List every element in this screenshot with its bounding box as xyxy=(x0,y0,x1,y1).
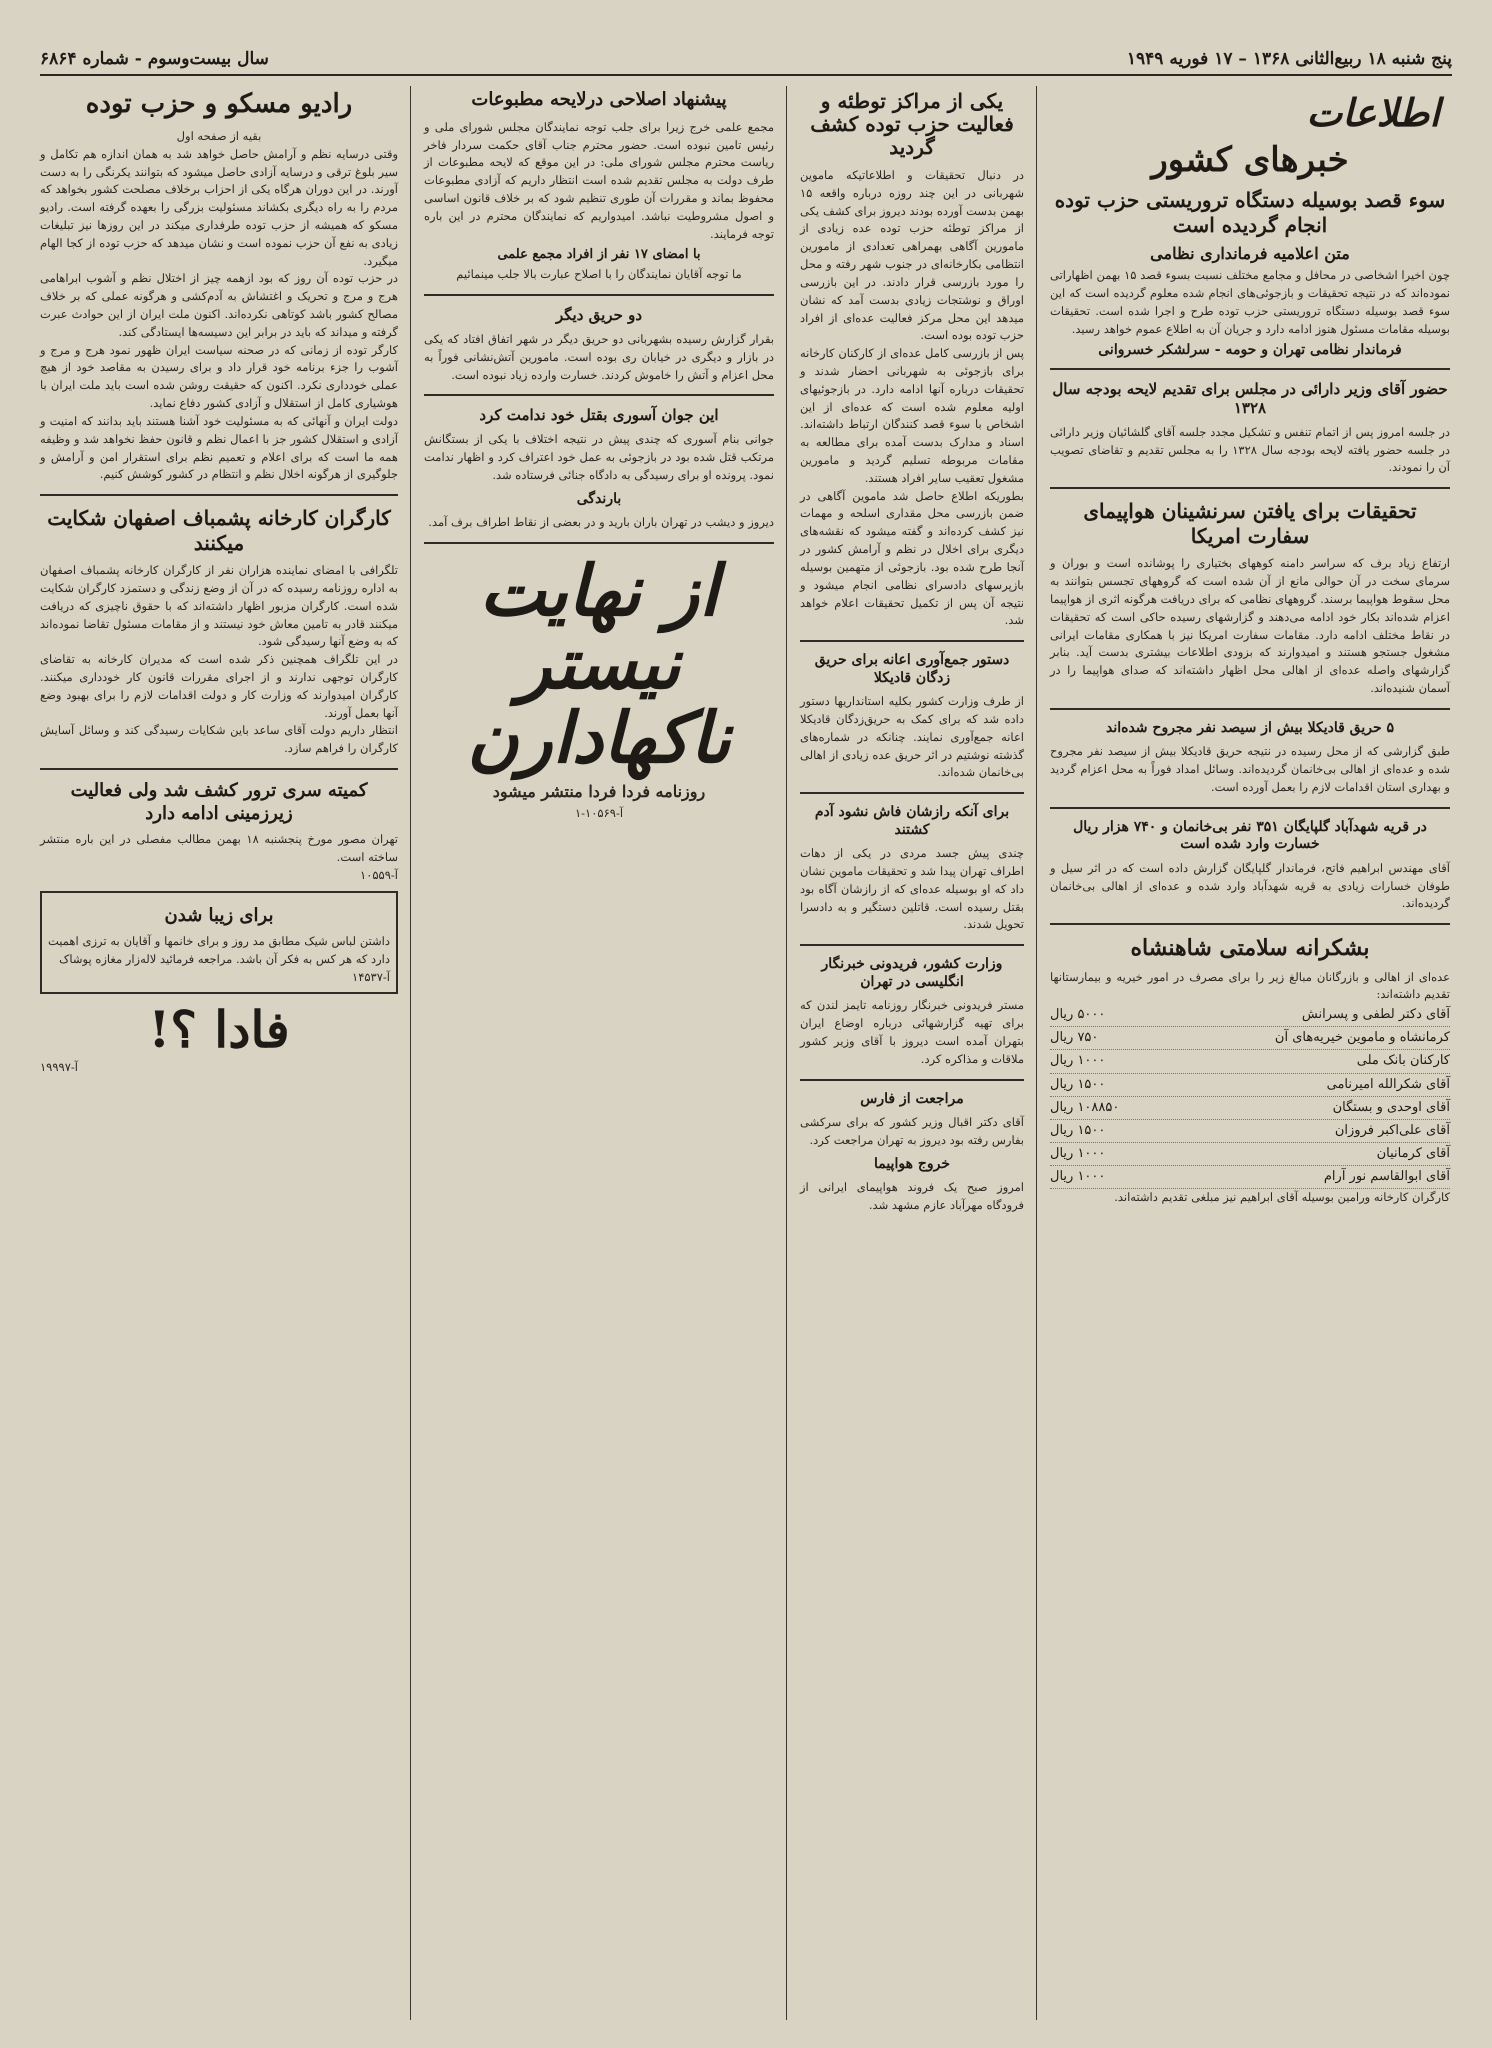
divider xyxy=(800,792,1024,794)
headline: مراجعت از فارس xyxy=(860,1090,964,1107)
ad-code: آ-۱۰۵۶۹-۱ xyxy=(574,806,624,821)
advertisement: فادا ؟! xyxy=(148,1000,290,1060)
divider xyxy=(424,394,774,396)
donation-row xyxy=(1050,1143,1450,1166)
donation-row xyxy=(1050,1027,1450,1050)
masthead-date: پنج شنبه ۱۸ ربیع‌الثانی ۱۳۶۸ – ۱۷ فوریه ۱۹۴۹ xyxy=(1126,49,1452,69)
subheadline: متن اعلامیه فرمانداری نظامی xyxy=(1150,244,1350,264)
column-news xyxy=(1040,86,1460,2020)
signature: فرماندار نظامی تهران و حومه - سرلشکر خسروانی xyxy=(1098,342,1402,359)
headline: ۵ حریق قادیکلا بیش از سیصد نفر مجروح شده‌اند xyxy=(1105,719,1395,736)
headline: کمیته سری ترور کشف شد ولی فعالیت زیرزمینی ادامه دارد xyxy=(70,780,368,824)
donation-amount: ۱۰۰۰ ریال xyxy=(1050,1168,1106,1184)
divider xyxy=(800,640,1024,642)
paragraph: چندی پیش جسد مردی در یکی از دهات اطراف تهران پیدا شد و تحقیقات ماموین نشان داد که او بوسیله عده‌ای که از رازشان آگاه بود بقتل رسیده است. قاتلین دستگیر و به دادسرا تحویل شدند. xyxy=(800,846,1024,932)
donation-row xyxy=(1050,1166,1450,1189)
headline: حضور آقای وزیر دارائی در مجلس برای تقدیم لایحه بودجه سال ۱۳۲۸ xyxy=(1052,380,1448,418)
headline: در قریه شهدآباد گلپایگان ۳۵۱ نفر بی‌خانمان و ۷۴۰ هزار ریال خسارت وارد شده است xyxy=(1073,818,1427,853)
divider xyxy=(1050,368,1450,370)
headline: یکی از مراکز توطئه و فعالیت حزب توده کشف گردید xyxy=(810,89,1014,159)
paragraph: عده‌ای از اهالی و بازرگانان مبالغ زیر را برای مصرف در امور خیریه و بیمارستانها تقدیم داشته‌اند: xyxy=(1050,969,1450,1002)
donation-amount: ۵۰۰۰ ریال xyxy=(1050,1007,1106,1023)
paragraph: چون اخیرا اشخاصی در محافل و مجامع مختلف نسبت بسوء قصد ۱۵ بهمن اظهاراتی نموده‌اند که در نتیجه تحقیقات و بازجوئی‌های انجام شده معلوم گردیده است که این سوء قصد بوسیله دستگاه تروریستی حزب توده طرح و اجرا شده است. تحقیقات بوسیله مقامات مسئول هنوز ادامه دارد و جریان آن به اطلاع عموم خواهد رسید. xyxy=(1050,268,1450,336)
donor-name: آقای کرمانیان xyxy=(1376,1145,1450,1161)
donor-name: کرمانشاه و ماموین خیریه‌های آن xyxy=(1274,1030,1450,1046)
paragraph: بقرار گزارش رسیده بشهربانی دو حریق دیگر در شهر اتفاق افتاد که یکی در بازار و دیگری در خیابان ری بوده است. مامورین آتش‌نشانی فوراً به محل اعزام و آتش را خاموش کردند. خسارت وارده زیاد نبوده است. xyxy=(424,331,774,382)
paragraph: مستر فریدونی خبرنگار روزنامه تایمز لندن که برای تهیه گزارشهائی درباره اوضاع ایران بتهران آمده است دیروز با آقای وزیر کشور ملاقات و مذاکره کرد. xyxy=(800,998,1024,1066)
donor-name: آقای علی‌اکبر فروزان xyxy=(1334,1122,1450,1138)
column-rule xyxy=(410,86,411,2020)
headline: خروج هواپیما xyxy=(873,1155,951,1172)
masthead xyxy=(40,44,1452,76)
divider xyxy=(1050,923,1450,925)
headline: سوء قصد بوسیله دستگاه تروریستی حزب توده انجام گردیده است xyxy=(1054,188,1446,238)
column-rule xyxy=(1036,86,1037,2020)
paragraph: تلگرافی با امضای نماینده هزاران نفر از کارگران کارخانه پشمباف اصفهان به اداره روزنامه رسیده که در آن از وضع زندگی و دستمزد کارگران شکایت شده است. کارگران مزبور اظهار داشته‌اند که با حقوق ناچیزی که دریافت میکنند قادر به تامین معاش خود نیستند و از مقامات مسئول تقاضا نموده‌اند که به وضع آنها رسیدگی شود. xyxy=(40,563,398,649)
donation-list xyxy=(1050,1004,1450,1189)
paragraph: آقای مهندس ابراهیم فاتح، فرماندار گلپایگان گزارش داده است که در اثر سیل و طوفان خسارات زیادی به قریه شهدآباد وارد شده و عده‌ای از اهالی بی‌خانمان گردیده‌اند. xyxy=(1050,860,1450,911)
divider xyxy=(1050,708,1450,710)
divider xyxy=(424,294,774,296)
donation-amount: ۱۵۰۰ ریال xyxy=(1050,1122,1106,1138)
paragraph: کارگر توده از زمانی که در صحنه سیاست ایران ظهور نمود هرج و مرج و آشوب را جزء برنامه خود قرار داد و برای رسیدن به مقاصد خود از هیچ عملی خودداری نکرد. اکنون که حقیقت روشن شده است باید ملت ایران با هوشیاری کامل از استقلال و آزادی کشور دفاع نماید. xyxy=(40,342,398,411)
headline: برای زیبا شدن xyxy=(164,904,274,926)
headline: این جوان آسوری بقتل خود ندامت کرد xyxy=(479,406,719,425)
donation-amount: ۱۰۰۰ ریال xyxy=(1050,1053,1106,1069)
paragraph: تهران مصور مورخ پنجشنبه ۱۸ بهمن مطالب مفصلی در این باره منتشر ساخته است. xyxy=(40,832,398,864)
ad-code: آ-۱۴۵۳۷ xyxy=(352,969,390,984)
paragraph: آقای دکتر اقبال وزیر کشور که برای سرکشی بفارس رفته بود دیروز به تهران مراجعت کرد. xyxy=(800,1115,1024,1147)
divider xyxy=(1050,487,1450,489)
headline: کارگران کارخانه پشمباف اصفهان شکایت میکنند xyxy=(47,506,391,556)
donor-name: آقای شکرالله امیرنامی xyxy=(1326,1076,1450,1092)
column-tudeh xyxy=(790,86,1034,2020)
divider xyxy=(40,494,398,496)
headline: برای آنکه رازشان فاش نشود آدم کشتند xyxy=(814,804,1010,838)
donor-name: آقای ابوالقاسم نور آرام xyxy=(1323,1168,1450,1184)
advertisement: از نهایت نیستر ناکهادارن xyxy=(467,548,731,779)
donation-row xyxy=(1050,1004,1450,1027)
donation-amount: ۱۰۰۰ ریال xyxy=(1050,1145,1106,1161)
paragraph: از طرف وزارت کشور بکلیه استانداریها دستور داده شد که برای کمک به حریق‌زدگان قادیکلا اعانه جمع‌آوری نمایند. چنانکه در شماره‌های گذشته نوشتیم در اثر حریق عده زیادی از اهالی بی‌خانمان شده‌اند. xyxy=(800,694,1024,780)
divider xyxy=(40,768,398,770)
donor-name: کارکنان بانک ملی xyxy=(1356,1053,1450,1069)
ad-code: آ-۱۰۵۵۹ xyxy=(360,867,398,882)
section-title: خبرهای کشور xyxy=(1151,140,1349,180)
paragraph: در این تلگراف همچنین ذکر شده است که مدیران کارخانه به تقاضای کارگران توجهی ندارند و از اجرای مقررات قانون کار خودداری میکنند. کارگران امیدوارند که وزارت کار و دولت اقدامات لازم را برای بهبود وضع آنها بعمل آورند. xyxy=(40,652,398,720)
ad-code: آ-۱۹۹۹۷ xyxy=(40,1060,78,1075)
donor-name: آقای اوحدی و بستگان xyxy=(1332,1099,1450,1115)
donation-row xyxy=(1050,1074,1450,1097)
donor-name: آقای دکتر لطفی و پسرانش xyxy=(1301,1007,1450,1023)
donation-row xyxy=(1050,1120,1450,1143)
paragraph: در جلسه امروز پس از اتمام تنفس و تشکیل مجدد جلسه آقای گلشائیان وزیر دارائی در جلسه حضور یافته لایحه بودجه سال ۱۳۲۸ را به مجلس تقدیم و تقاضای تصویب آن را نمودند. xyxy=(1050,424,1450,475)
column-radio xyxy=(30,86,408,2020)
paragraph: دیروز و دیشب در تهران باران بارید و در بعضی از نقاط اطراف برف آمد. xyxy=(428,515,774,530)
paragraph: ما توجه آقایان نمایندگان را با اصلاح عبارت بالا جلب مینمائیم xyxy=(456,267,742,282)
paragraph: کارگران کارخانه ورامین بوسیله آقای ابراهیم نیز مبلغی تقدیم داشته‌اند. xyxy=(1114,1190,1450,1205)
donation-amount: ۱۰۸۸۵۰ ریال xyxy=(1050,1099,1120,1115)
divider xyxy=(800,1079,1024,1081)
ad-footer: روزنامه فردا فردا منتشر میشود xyxy=(492,782,706,802)
donation-amount: ۱۵۰۰ ریال xyxy=(1050,1076,1106,1092)
donation-row xyxy=(1050,1097,1450,1120)
divider xyxy=(1050,807,1450,809)
divider xyxy=(800,944,1024,946)
signature: با امضای ۱۷ نفر از افراد مجمع علمی xyxy=(497,247,701,263)
divider xyxy=(424,542,774,544)
paragraph: بقیه از صفحه اول xyxy=(176,128,262,143)
paragraph: طبق گزارشی که از محل رسیده در نتیجه حریق قادیکلا بیش از سیصد نفر مجروح شده و عده‌ای از اهالی بی‌خانمان گردیده‌اند. وسائل امداد فوراً به محل اعزام گردید و بهداری استان اقدامات لازم را بعمل آورده است. xyxy=(1050,744,1450,794)
paragraph: جوانی بنام آسوری که چندی پیش در نتیجه اختلاف با یکی از بستگانش مرتکب قتل شده بود در بازجوئی به عمل خود اعتراف کرد و اظهار ندامت نمود. پرونده او برای رسیدگی به دادگاه جنائی فرستاده شد. xyxy=(424,432,774,482)
headline: دستور جمع‌آوری اعانه برای حریق زدگان قادیکلا xyxy=(814,652,1010,686)
masthead-logo: اطلاعات xyxy=(1306,90,1440,135)
paragraph: امروز صبح یک فروند هواپیمای ایرانی از فرودگاه مهرآباد عازم مشهد شد. xyxy=(800,1180,1024,1212)
headline: تحقیقات برای یافتن سرنشینان هواپیمای سفارت امریکا xyxy=(1083,499,1417,549)
headline: بارندگی xyxy=(576,490,622,507)
paragraph: وقتی درسایه نظم و آرامش حاصل خواهد شد به همان اندازه هم تکامل و سیر بلوغ ترقی و درسایه آزادی حاصل میشود که بتوانند یکرنگی را به دست آورند. در این دوران هرگاه یکی از احزاب برخلاف مصلحت کشور بخواهد که مردم را به راه دیگری بکشاند مسئولیت بزرگی را بعهده گرفته است. رادیو مسکو که همیشه از حزب توده طرفداری میکند در این روزها نیز تبلیغات زیادی به نفع آن حزب نموده است و نشان میدهد که حزب توده از کجا الهام میگیرد. xyxy=(40,146,398,268)
paragraph: داشتن لباس شیک مطابق مد روز و برای خانمها و آقایان به ترزی اهمیت دارد که هر کس به فکر آن باشد. مراجعه فرمائید لاله‌زار مغازه پوشاک xyxy=(48,934,390,966)
paragraph: مجمع علمی خرج زیرا برای جلب توجه نمایندگان مجلس شورای ملی و رئیس تامین نبوده است. حضور محترم جناب آقای حکمت سردار فاخر ریاست محترم مجلس شورای ملی: در این موقع که لایحه مطبوعات از طرف دولت به مجلس تقدیم شده است انتظار داریم که آزادی مطبوعات محفوظ بماند و مقررات آن طوری تنظیم شود که بر خلاف قانون اساسی و اصول مشروطیت نباشد. امیدواریم که نمایندگان محترم در این باره توجه فرمایند. xyxy=(424,119,774,241)
headline: وزارت کشور، فریدونی خبرنگار انگلیسی در تهران xyxy=(821,956,1003,990)
column-rule xyxy=(786,86,787,2020)
masthead-issue: سال بیست‌و‌سوم - شماره ۶۸۶۴ xyxy=(40,49,269,69)
donation-amount: ۷۵۰ ریال xyxy=(1050,1030,1099,1046)
paragraph: پس از بازرسی کامل عده‌ای از کارکنان کارخانه برای بازجوئی به شهربانی احضار شدند و تحقیقات درباره آنها ادامه دارد. در بازجوئیهای اولیه معلوم شده است که عده‌ای از این اشخاص با سوء قصد کنندگان ارتباط داشته‌اند. اسناد و مدارک بدست آمده برای مطالعه به مقامات مربوطه تسلیم گردید و مامورین مشغول تعقیب سایر افراد هستند. xyxy=(800,346,1024,485)
paragraph: در حزب توده آن روز که بود ازهمه چیز از اختلال نظم و آشوب ابراهامی هرج و مرج و تحریک و اغتشاش به آدم‌کشی و هرگونه عملی که بر خلاف مصالح کشور باشد کوتاهی نکرده‌اند. اکنون ملت ایران از این حوادث عبرت گرفته و میداند که باید در برابر این دسیسه‌ها ایستادگی کند. xyxy=(40,271,398,339)
paragraph: دولت ایران و آنهائی که به مسئولیت خود آشنا هستند باید بدانند که امنیت و آزادی و استقلال کشور جز با اعمال نظم و قانون حفظ نخواهد شد و وظیفه همه ما است که برای اعلام و تعمیم نظم برای استقرار امن و آرامش و جلوگیری از هرگونه اخلال نظم و انتظام در کشور کوشش کنیم. xyxy=(40,413,398,482)
paragraph: انتظار داریم دولت آقای ساعد باین شکایات رسیدگی کند و وسائل آسایش کارگران را فراهم سازد. xyxy=(40,723,398,756)
headline: پیشنهاد اصلاحی درلایحه مطبوعات xyxy=(471,89,727,110)
headline: رادیو مسکو و حزب توده xyxy=(85,89,353,119)
donation-row xyxy=(1050,1050,1450,1073)
paragraph: بطوریکه اطلاع حاصل شد ماموین آگاهی در ضمن بازرسی محل مقداری اسلحه و مهمات نیز کشف کرده‌اند و گفته میشود که نقشه‌های دیگری برای اخلال در نظم و آرامش کشور در آنجا طرح شده بود. بازجوئی از متهمین بوسیله بازپرسهای دادسرای نظامی انجام میشود و نتیجه آن پس از تکمیل تحقیقات اعلام خواهد شد. xyxy=(800,488,1024,628)
headline: دو حریق دیگر xyxy=(555,306,642,325)
ad-box xyxy=(40,891,398,995)
column-press xyxy=(414,86,784,2020)
paragraph: در دنبال تحقیقات و اطلاعاتیکه ماموین شهربانی در این چند روزه درباره واقعه ۱۵ بهمن بدست آورده بودند دیروز برای کشف یکی از مراکز توطئه حزب توده عده زیادی از مامورین آگاهی بهمراهی تعدادی از مامورین انتظامی بکارخانه‌ای در جنوب شهر رفته و محل را مورد بازرسی قرار دادند. در این بازرسی اوراق و نوشتجات زیادی بدست آمد که نشان میدهد این محل مرکز فعالیت عده‌ای از افراد حزب توده بوده است. xyxy=(800,168,1024,343)
headline: بشکرانه سلامتی شاهنشاه xyxy=(1130,935,1370,962)
paragraph: ارتفاع زیاد برف که سراسر دامنه کوههای بختیاری را پوشانده است و بوران و سرمای سخت در آن حوالی مانع از آن شده است که گروههای تجسس بتوانند به محل سقوط هواپیما برسند. گروههای نظامی که برای دریافت هرگونه اثری از هواپیما اعزام شده‌اند بکار خود ادامه می‌دهند و گزارشهای رسیده حاکی است که تحقیقات در نقاط مختلف ادامه دارد. مقامات سفارت امریکا نیز با همکاری مقامات ایرانی مشغول جستجو هستند و امیدوارند که بزودی اطلاعات بیشتری بدست آید. بنابر گزارشهای واصله عده‌ای از اهالی محل اظهار داشته‌اند که صدای هواپیما را در آسمان شنیده‌اند. xyxy=(1050,556,1450,695)
